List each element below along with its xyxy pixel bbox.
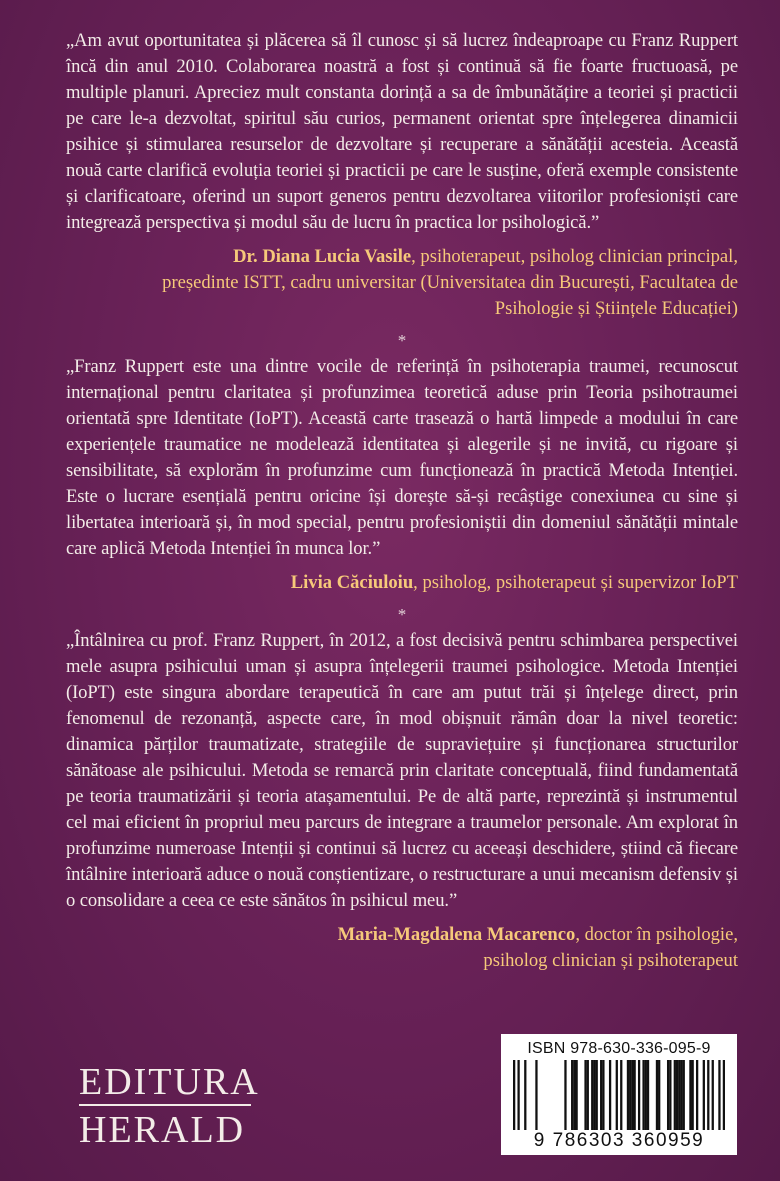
author-credentials-2a: , psiholog, psihoterapeut și supervizor IoPT bbox=[413, 572, 738, 593]
barcode-bar bbox=[535, 1060, 537, 1130]
barcode-bar bbox=[712, 1060, 714, 1130]
testimonial-attribution-3 bbox=[66, 922, 738, 974]
barcode-bar bbox=[645, 1060, 647, 1130]
barcode-bar bbox=[696, 1060, 698, 1130]
barcode-bar bbox=[642, 1060, 644, 1130]
barcode-bar bbox=[587, 1060, 589, 1130]
barcode-bar bbox=[600, 1060, 602, 1130]
isbn-barcode bbox=[501, 1034, 737, 1155]
barcode-bar bbox=[524, 1060, 526, 1130]
barcode-bar bbox=[584, 1060, 586, 1130]
barcode-bar bbox=[591, 1060, 593, 1130]
author-name-1: Dr. Diana Lucia Vasile bbox=[233, 246, 412, 267]
barcode-bar bbox=[616, 1060, 618, 1130]
barcode-bar bbox=[656, 1060, 658, 1130]
testimonial-attribution-1 bbox=[66, 244, 738, 322]
barcode-bars bbox=[513, 1060, 725, 1130]
barcode-bar bbox=[571, 1060, 573, 1130]
publisher-logo-line1: EDITURA bbox=[79, 1061, 260, 1103]
author-credentials-3b: psiholog clinician și psihoterapeut bbox=[483, 950, 738, 971]
barcode-bar bbox=[667, 1060, 669, 1130]
barcode-bar bbox=[575, 1060, 577, 1130]
barcode-bar bbox=[513, 1060, 515, 1130]
publisher-logo-line2: HERALD bbox=[79, 1109, 246, 1151]
barcode-bar bbox=[703, 1060, 705, 1130]
barcode-bar bbox=[674, 1060, 676, 1130]
isbn-label: ISBN 978-630-336-095-9 bbox=[527, 1040, 711, 1057]
barcode-bar bbox=[647, 1060, 649, 1130]
barcode-bar bbox=[680, 1060, 682, 1130]
barcode-bar bbox=[596, 1060, 598, 1130]
barcode-bar bbox=[629, 1060, 631, 1130]
author-credentials-1a: , psihoterapeut, psiholog clinician principal, bbox=[411, 246, 738, 267]
author-name-2: Livia Căciuloiu bbox=[290, 572, 414, 593]
ean-digits: 9 786303 360959 bbox=[533, 1130, 705, 1151]
author-credentials-1b: președinte ISTT, cadru universitar (Universitatea din București, Facultatea de bbox=[162, 272, 738, 293]
barcode-bar bbox=[593, 1060, 595, 1130]
author-credentials-1c: Psihologie și Științele Educației) bbox=[494, 298, 738, 319]
barcode-bar bbox=[707, 1060, 709, 1130]
barcode-bar bbox=[718, 1060, 720, 1130]
back-cover-text bbox=[66, 28, 738, 974]
barcode-bar bbox=[602, 1060, 604, 1130]
barcode-bar bbox=[564, 1060, 566, 1130]
separator-2: * bbox=[397, 605, 407, 624]
testimonial-text-2: „Franz Ruppert este una dintre vocile de referință în psihoterapia traumei, recunoscut internațional pentru claritatea și profunzimea teoretică aduse prin Teoria psihotraumei orientată spre Identitate (IoPT). Această carte trasează o hartă limpede a modului în care experiențele traumatice ne modelează identitatea și alegerile și ne invită, cu rigoare și sensibilitate, să explorăm în profunzime cum funcționează în practică Metoda Intenției. Este o lucrare esențială pentru oricine își dorește să-și recâștige conexiunea cu sine și libertatea interioară și, în mod special, pentru profesioniștii din domeniul sănătății mintale care aplică Metoda Intenției în munca lor.” bbox=[66, 356, 738, 559]
barcode-bar bbox=[658, 1060, 660, 1130]
barcode-bar bbox=[573, 1060, 575, 1130]
barcode-bar bbox=[634, 1060, 636, 1130]
barcode-bar bbox=[689, 1060, 691, 1130]
testimonial-attribution-2 bbox=[66, 570, 738, 596]
testimonial-text-1: „Am avut oportunitatea și plăcerea să îl cunosc și să lucrez îndeaproape cu Franz Ruppert încă din anul 2010. Colaborarea noastră a fost și continuă să fie foarte fructuoasă, pe multiple planuri. Apreciez mult constanta dorință a sa de îmbunătățire a teoriei și practicii pe care le-a dezvoltat, spiritul său curios, permanent orientat spre înțelegerea dinamicii psihice și stimularea resurselor de dezvoltare și recuperare a sănătății acesteia. Această nouă carte clarifică evoluția teoriei și practicii pe care le susține, oferă exemple consistente și clarificatoare, oferind un suport generos pentru dezvoltarea viitorilor profesioniști care integrează perspectiva și modul său de lucru în practica lor psihologică.” bbox=[66, 30, 738, 233]
barcode-bar bbox=[627, 1060, 629, 1130]
author-name-3: Maria-Magdalena Macarenco bbox=[337, 924, 576, 945]
publisher-logo bbox=[79, 1061, 260, 1151]
author-credentials-3a: , doctor în psihologie, bbox=[575, 924, 738, 945]
publisher-logo-rule bbox=[79, 1104, 251, 1106]
barcode-bar bbox=[683, 1060, 685, 1130]
barcode-bar bbox=[723, 1060, 725, 1130]
barcode-bar bbox=[678, 1060, 680, 1130]
separator-1: * bbox=[397, 331, 407, 350]
barcode-bar bbox=[638, 1060, 640, 1130]
testimonial-text-3: „Întâlnirea cu prof. Franz Ruppert, în 2012, a fost decisivă pentru schimbarea perspectivei mele asupra psihicului uman și asupra înțelegerii traumei psihologice. Metoda Intenției (IoPT) este singura abordare terapeutică în care am putut trăi și înțelege direct, prin fenomenul de rezonanță, aspecte care, în mod obișnuit rămân doar la nivel teoretic: dinamica părților traumatizate, strategiile de supraviețuire și funcționarea structurilor sănătoase ale psihicului. Metoda se remarcă prin claritate conceptuală, fiind fundamentată pe teoria traumatizării și teoria atașamentului. Pe de altă parte, reprezintă și instrumentul cel mai eficient în propriul meu parcurs de integrare a traumelor personale. Am explorat în profunzime numeroase Intenții și continui să lucrez cu aceeași deschidere, știind că fiecare întâlnire interioară aduce o nouă conștientizare, o restructurare a unui mecanism defensiv și o consolidare a ceea ce este sănătos în psihicul meu.” bbox=[66, 630, 738, 911]
barcode-bar bbox=[517, 1060, 519, 1130]
barcode-bar bbox=[676, 1060, 678, 1130]
barcode-bar bbox=[669, 1060, 671, 1130]
barcode-bar bbox=[692, 1060, 694, 1130]
barcode-bar bbox=[631, 1060, 633, 1130]
barcode-bar bbox=[620, 1060, 622, 1130]
barcode-bar bbox=[609, 1060, 611, 1130]
